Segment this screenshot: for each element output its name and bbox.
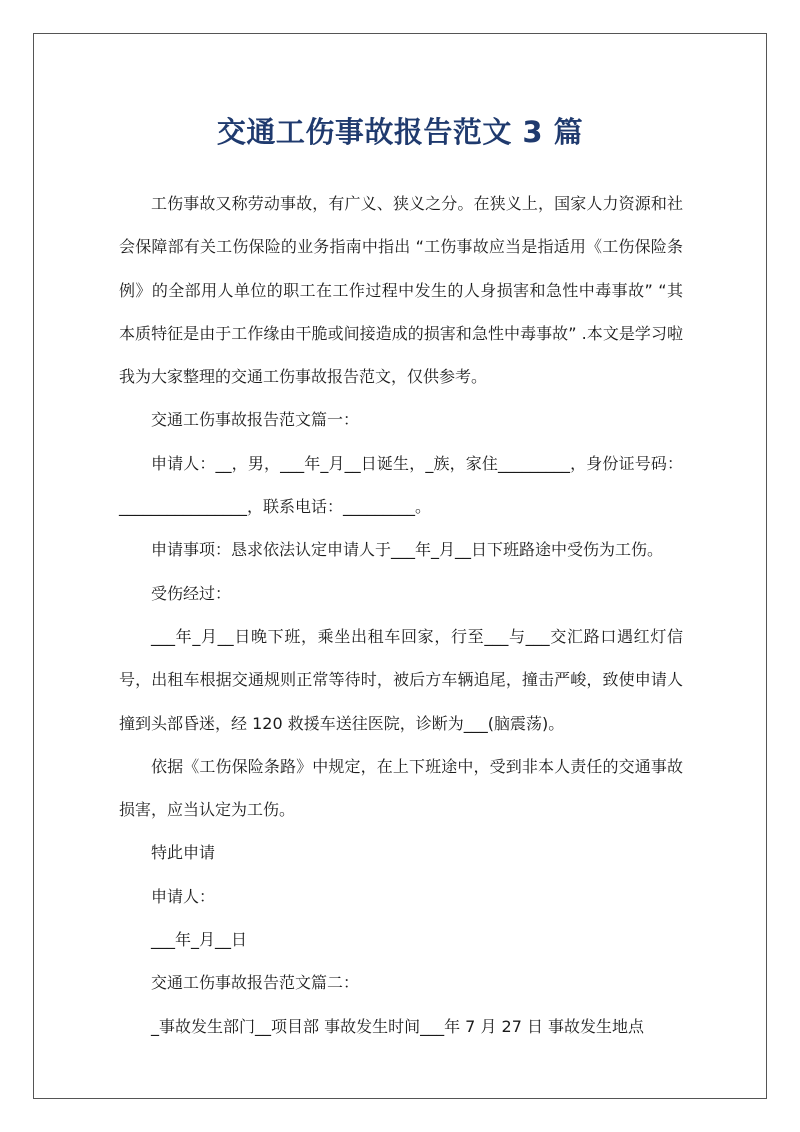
document-body	[119, 182, 683, 1048]
injury-process-paragraph: ___年_月__日晚下班，乘坐出租车回家，行至___与___交汇路口遇红灯信号，出租车根据交通规则正常等待时，被后方车辆追尾，撞击严峻，致使申请人撞到头部昏迷，经 120 救援车送往医院，诊断为___(脑震荡)。	[119, 626, 683, 733]
legal-basis-paragraph: 依据《工伤保险条路》中规定，在上下班途中，受到非本人责任的交通事故损害，应当认定为工伤。	[119, 756, 683, 820]
incident-info-paragraph: _事故发生部门__项目部 事故发生时间___年 7 月 27 日 事故发生地点	[151, 1016, 645, 1036]
document-title: 交通工伤事故报告范文 3 篇	[216, 115, 584, 149]
section-heading-1: 交通工伤事故报告范文篇一：	[151, 410, 360, 430]
intro-paragraph: 工伤事故又称劳动事故，有广义、狭义之分。在狭义上，国家人力资源和社会保障部有关工伤保险的业务指南中指出 “工伤事故应当是指适用《工伤保险条例》的全部用人单位的职工在工作过程中发生的人身损害和急性中毒事故” “其本质特征是由于工作缘由干脆或间接造成的损害和急性中毒事故” .本文是学习啦我为大家整理的交通工伤事故报告范文，仅供参考。	[119, 194, 683, 387]
signature-label: 申请人：	[151, 886, 216, 906]
date-line: ___年_月__日	[151, 930, 248, 950]
application-matter-paragraph: 申请事项：恳求依法认定申请人于___年_月__日下班路途中受伤为工伤。	[151, 540, 664, 560]
injury-process-heading: 受伤经过：	[151, 583, 232, 603]
closing-line: 特此申请	[151, 843, 216, 863]
section-heading-2: 交通工伤事故报告范文篇二：	[151, 973, 360, 993]
applicant-info-paragraph: 申请人：__，男，___年_月__日诞生，_族，家住_________，身份证号码：________________，联系电话：_________。	[119, 453, 683, 517]
